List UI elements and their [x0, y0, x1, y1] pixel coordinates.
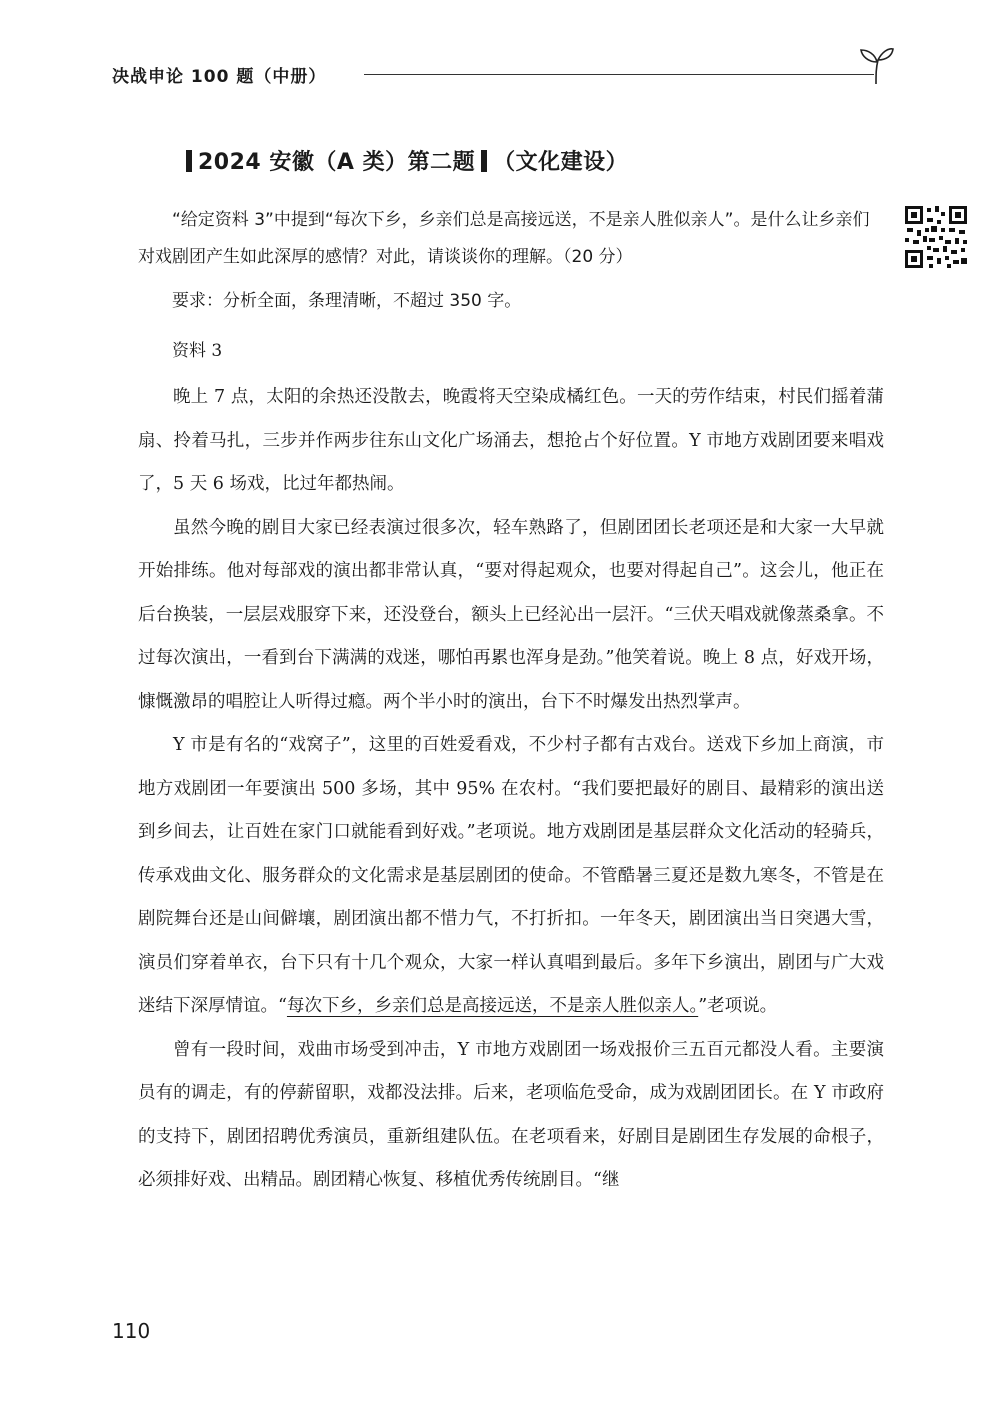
paragraph-text: Y 市是有名的“戏窝子”，这里的百姓爱看戏，不少村子都有古戏台。送戏下乡加上商演，市地方戏剧团一年要演出 500 多场，其中 95% 在农村。“我们要把最好的剧目、最精彩的演出送到乡间去，让百姓在家门口就能看到好戏。”老项说。地方戏剧团是基层群众文化活动的轻骑兵，传承戏曲文化、服务群众的文化需求是基层剧团的使命。不管酷暑三夏还是数九寒冬，不管是在剧院舞台还是山间僻壤，剧团演出都不惜力气，不打折扣。一年冬天，剧团演出当日突遇大雪，演员们穿着单衣，台下只有十几个观众，大家一样认真唱到最后。多年下乡演出，剧团与广大戏迷结下深厚情谊。“ [138, 735, 884, 1016]
heading-topic: （文化建设） [493, 150, 629, 175]
paragraph: 晚上 7 点，太阳的余热还没散去，晚霞将天空染成橘红色。一天的劳作结束，村民们摇着蒲扇、拎着马扎，三步并作两步往东山文化广场涌去，想抢占个好位置。Y 市地方戏剧团要来唱戏了，5 天 6 场戏，比过年都热闹。 [138, 387, 884, 494]
material-label: 资料 3 [172, 341, 223, 361]
page-number: 110 [112, 1319, 151, 1343]
heading-bar-right [481, 150, 487, 172]
material-body [138, 376, 884, 1203]
heading-bar-left [186, 150, 192, 172]
book-title: 决战申论 100 题（中册） [112, 67, 327, 87]
heading-main: 2024 安徽（A 类）第二题 [198, 150, 476, 175]
header-rule [364, 74, 874, 75]
paragraph-text: 虽然今晚的剧目大家已经表演过很多次，轻车熟路了，但剧团团长老项还是和大家一大早就开始排练。他对每部戏的演出都非常认真，“要对得起观众，也要对得起自己”。这会儿，他正在后台换装，一层层戏服穿下来，还没登台，额头上已经沁出一层汗。“三伏天唱戏就像蒸桑拿。不过每次演出，一看到台下满满的戏迷，哪怕再累也浑身是劲。”他笑着说。晚上 8 点，好戏开场，慷慨激昂的唱腔让人听得过瘾。两个半小时的演出，台下不时爆发出热烈掌声。 [138, 517, 884, 712]
paragraph: 曾有一段时间，戏曲市场受到冲击，Y 市地方戏剧团一场戏报价三五百元都没人看。主要演员有的调走，有的停薪留职，戏都没法排。后来，老项临危受命，成为戏剧团团长。在 Y 市政府的支持下，剧团招聘优秀演员，重新组建队伍。在老项看来，好剧目是剧团生存发展的命根子，必须排好戏、出精品。剧团精心恢复、移植优秀传统剧目。“继 [138, 1039, 884, 1190]
question-text: “给定资料 3”中提到“每次下乡，乡亲们总是高接远送，不是亲人胜似亲人”。是什么让乡亲们对戏剧团产生如此深厚的感情？对此，请谈谈你的理解。（20 分） [138, 210, 870, 267]
paragraph [138, 507, 884, 725]
sprout-icon [856, 46, 896, 86]
underlined-quote: 每次下乡，乡亲们总是高接远送，不是亲人胜似亲人。 [286, 996, 699, 1016]
running-header [112, 58, 902, 98]
section-heading [180, 145, 628, 176]
quote-tail: ”老项说。 [698, 996, 778, 1016]
qr-code[interactable] [903, 204, 969, 270]
paragraph [138, 724, 884, 1029]
requirement-text: 要求：分析全面，条理清晰，不超过 350 字。 [172, 291, 522, 311]
